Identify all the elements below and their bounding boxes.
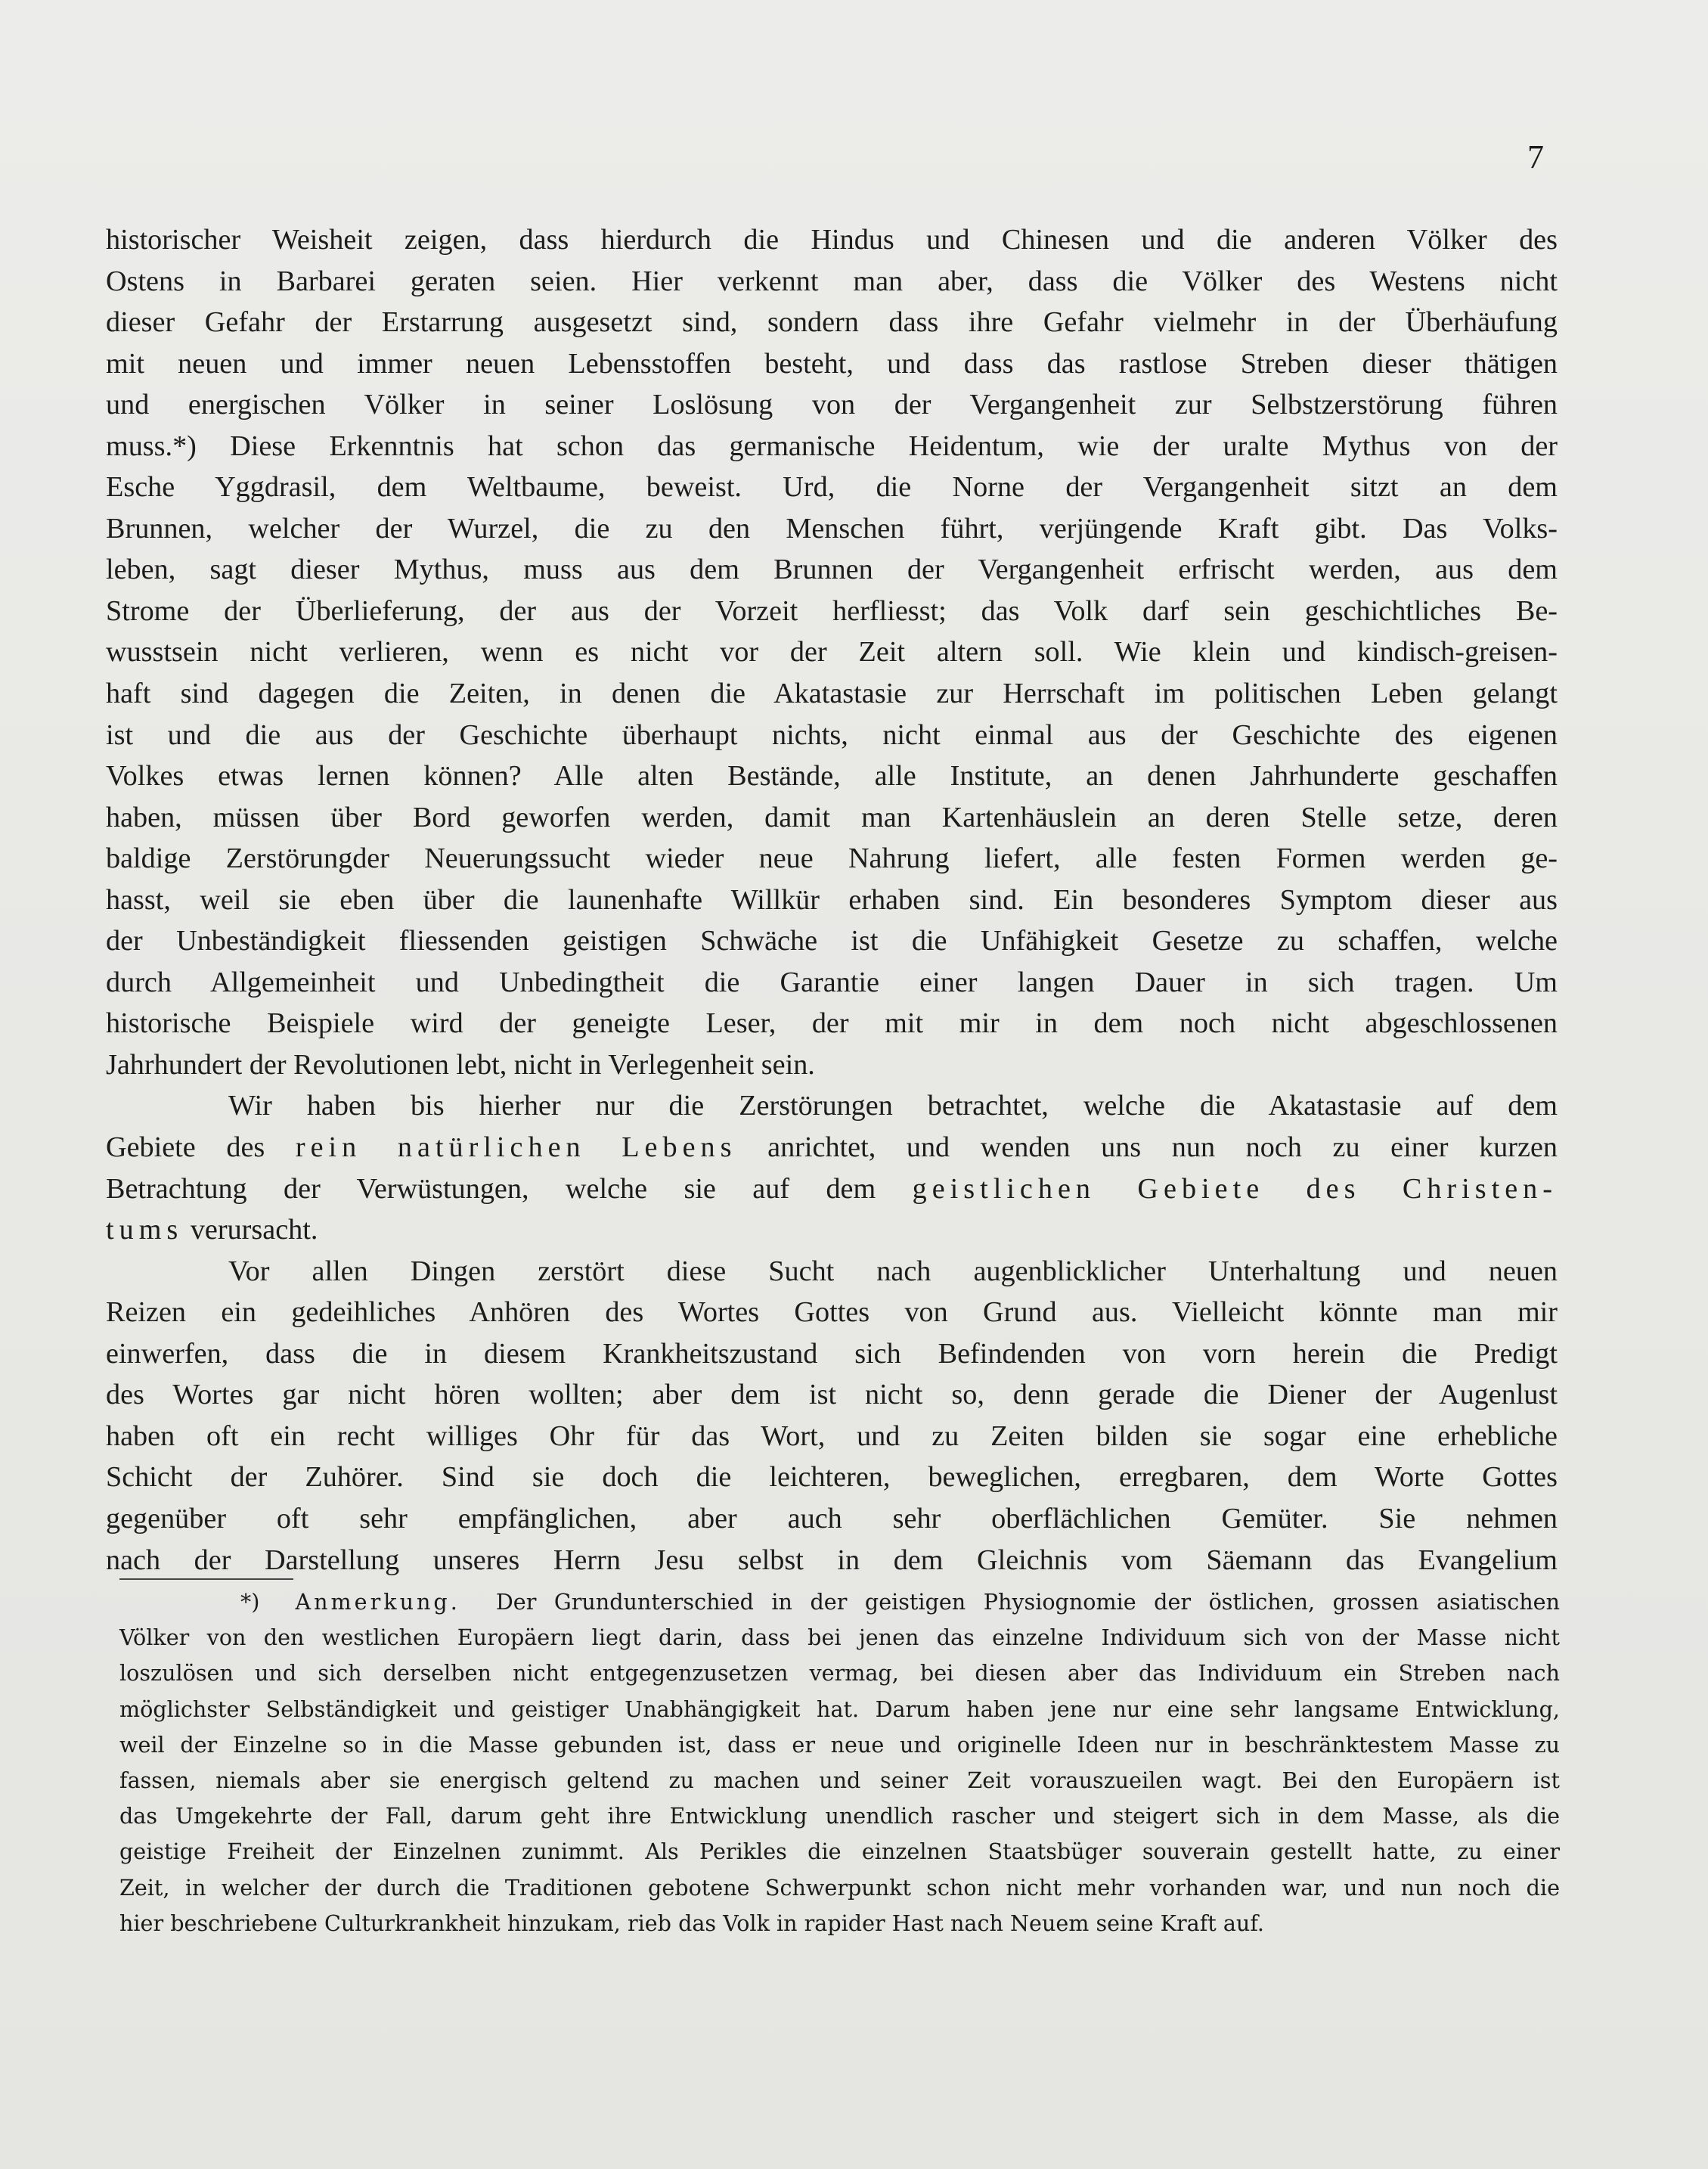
text-line (106, 1127, 1558, 1168)
footnote-text: Der Grundunterschied in der geistigen Physiognomie der östlichen, grossen asiatischen (495, 1589, 1560, 1615)
text-line: historischer Weisheit zeigen, dass hierdurch die Hindus und Chinesen und die anderen Völker des (106, 224, 1558, 256)
paragraph-1 (106, 219, 1558, 1085)
footnote-line: Völker von den westlichen Europäern liegt darin, dass bei jenen das einzelne Individuum sich von der Masse nicht (119, 1624, 1560, 1651)
text-line: Ostens in Barbarei geraten seien. Hier verkennt man aber, dass die Völker des Westens nicht (106, 265, 1558, 297)
text-line: Esche Yggdrasil, dem Weltbaume, beweist. Urd, die Norne der Vergangenheit sitzt an dem (106, 471, 1558, 504)
text-line: Brunnen, welcher der Wurzel, die zu den Menschen führt, verjüngende Kraft gibt. Das Volks- (106, 512, 1558, 545)
text-line: haft sind dagegen die Zeiten, in denen die Akatastasie zur Herrschaft im politischen Leben gelangt (106, 678, 1558, 710)
text-line: und energischen Völker in seiner Loslösung von der Vergangenheit zur Selbstzerstörung führen (106, 389, 1558, 421)
footnote-line: Zeit, in welcher der durch die Traditionen gebotene Schwerpunkt schon nicht mehr vorhanden war, und nun noch die (119, 1874, 1560, 1901)
footnote-label: Anmerkung. (295, 1589, 460, 1615)
text-line: gegenüber oft sehr empfänglichen, aber auch sehr oberflächlichen Gemüter. Sie nehmen (106, 1502, 1558, 1534)
footnote-line: loszulösen und sich derselben nicht entgegenzusetzen vermag, bei diesen aber das Individuum ein Streben nach (119, 1660, 1560, 1686)
footnote-line: das Umgekehrte der Fall, darum geht ihre Entwicklung unendlich rascher und steigert sich in dem Masse, als die (119, 1803, 1560, 1829)
emphasized-text: rein natürlichen Lebens (295, 1131, 737, 1164)
text-line: wusstsein nicht verlieren, wenn es nicht vor der Zeit altern soll. Wie klein und kindisch-greisen- (106, 636, 1558, 669)
paragraph-3 (106, 1251, 1558, 1581)
text-run: anrichtet, und wenden uns nun noch zu einer kurzen (736, 1131, 1558, 1164)
text-line: historische Beispiele wird der geneigte Leser, der mit mir in dem noch nicht abgeschlossenen (106, 1007, 1558, 1040)
text-line: der Unbeständigkeit fliessenden geistigen Schwäche ist die Unfähigkeit Gesetze zu schaffen, welche (106, 925, 1558, 957)
text-line: ist und die aus der Geschichte überhaupt nichts, nicht einmal aus der Geschichte des eigenen (106, 718, 1558, 751)
text-line: nach der Darstellung unseres Herrn Jesu selbst in dem Gleichnis vom Säemann das Evangelium (106, 1544, 1558, 1576)
footnote-line: weil der Einzelne so in die Masse gebunden ist, dass er neue und originelle Ideen nur in beschränktestem Masse zu (119, 1731, 1560, 1758)
text-line: des Wortes gar nicht hören wollten; aber dem ist nicht so, denn gerade die Diener der Augenlust (106, 1379, 1558, 1411)
text-line (106, 1209, 1558, 1251)
text-line: hasst, weil sie eben über die launenhafte Willkür erhaben sind. Ein besonderes Symptom dieser aus (106, 883, 1558, 916)
main-text (106, 219, 1558, 1581)
emphasized-text: tums (106, 1214, 184, 1246)
text-line: Jahrhundert der Revolutionen lebt, nicht in Verlegenheit sein. (106, 1048, 815, 1081)
footnote (119, 1584, 1560, 1941)
emphasized-text: geistlichen Gebiete des Christen- (912, 1172, 1558, 1205)
text-line: Reizen ein gedeihliches Anhören des Wortes Gottes von Grund aus. Vielleicht könnte man mir (106, 1296, 1558, 1329)
text-line: baldige Zerstörungder Neuerungssucht wieder neue Nahrung liefert, alle festen Formen werden ge- (106, 842, 1558, 875)
text-line: dieser Gefahr der Erstarrung ausgesetzt sind, sondern dass ihre Gefahr vielmehr in der Überhäufung (106, 306, 1558, 339)
text-line: einwerfen, dass die in diesem Krankheitszustand sich Befindenden von vorn herein die Predigt (106, 1337, 1558, 1370)
text-run: Betrachtung der Verwüstungen, welche sie auf dem (106, 1172, 913, 1205)
text-line: Volkes etwas lernen können? Alle alten Bestände, alle Institute, an denen Jahrhunderte geschaffen (106, 760, 1558, 793)
footnote-line: fassen, niemals aber sie energisch geltend zu machen und seiner Zeit vorauszueilen wagt. Bei den Europäern ist (119, 1767, 1560, 1794)
text-run: verursacht. (183, 1214, 318, 1246)
text-line: haben oft ein recht williges Ohr für das Wort, und zu Zeiten bilden sie sogar eine erhebliche (106, 1420, 1558, 1452)
footnote-divider (119, 1578, 293, 1580)
footnote-line: hier beschriebene Culturkrankheit hinzukam, rieb das Volk in rapider Hast nach Neuem seine Kraft auf. (119, 1910, 1265, 1936)
text-line: Strome der Überlieferung, der aus der Vorzeit herfliesst; das Volk darf sein geschichtliches Be- (106, 594, 1558, 627)
text-line: leben, sagt dieser Mythus, muss aus dem Brunnen der Vergangenheit erfrischt werden, aus dem (106, 554, 1558, 586)
text-run: Gebiete des (106, 1131, 296, 1164)
footnote-line: möglichster Selbständigkeit und geistiger Unabhängigkeit hat. Darum haben jene nur eine sehr langsame Entwicklung, (119, 1696, 1560, 1722)
text-line (106, 1168, 1558, 1210)
paragraph-2 (106, 1085, 1558, 1250)
page-number: 7 (1527, 138, 1544, 175)
footnote-marker: *) (240, 1589, 260, 1615)
footnote-line: geistige Freiheit der Einzelnen zunimmt. Als Perikles die einzelnen Staatsbüger souverain gestellt hatte, zu einer (119, 1839, 1560, 1865)
text-line: Wir haben bis hierher nur die Zerstörungen betrachtet, welche die Akatastasie auf dem (228, 1090, 1558, 1122)
text-line: mit neuen und immer neuen Lebensstoffen besteht, und dass das rastlose Streben dieser thätigen (106, 347, 1558, 380)
text-line: durch Allgemeinheit und Unbedingtheit die Garantie einer langen Dauer in sich tragen. Um (106, 966, 1558, 998)
text-line: muss.*) Diese Erkenntnis hat schon das germanische Heidentum, wie der uralte Mythus von der (106, 430, 1558, 462)
text-line: Vor allen Dingen zerstört diese Sucht nach augenblicklicher Unterhaltung und neuen (228, 1255, 1558, 1287)
text-line: haben, müssen über Bord geworfen werden, damit man Kartenhäuslein an deren Stelle setze, deren (106, 801, 1558, 833)
footnote-line (119, 1584, 1560, 1620)
text-line: Schicht der Zuhörer. Sind sie doch die leichteren, beweglichen, erregbaren, dem Worte Gottes (106, 1461, 1558, 1494)
